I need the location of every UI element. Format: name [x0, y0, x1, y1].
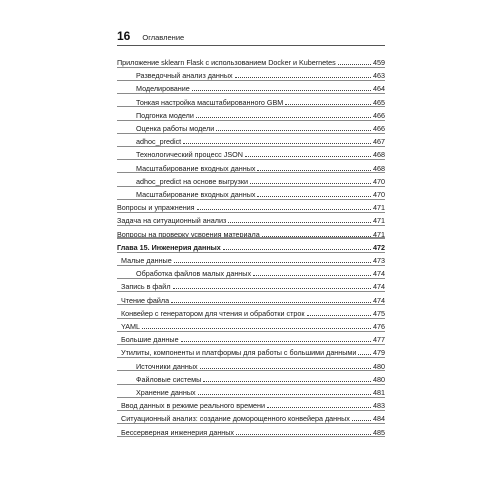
toc-entry: [117, 212, 385, 225]
page-header: [117, 29, 184, 43]
toc-entry-label: Файловые системы: [136, 374, 202, 384]
toc-dot-leader: [197, 209, 371, 210]
toc-entry-label: Чтение файла: [121, 295, 170, 305]
toc-entry: [117, 305, 385, 318]
toc-dot-leader: [352, 420, 371, 421]
page-number: 16: [117, 29, 131, 43]
toc-entry-page: 472: [373, 242, 385, 252]
toc-entry-label: adhoc_predict: [136, 137, 182, 147]
toc-dot-leader: [181, 341, 371, 342]
toc-entry: [117, 146, 385, 159]
toc-entry: [117, 265, 385, 278]
toc-entry-page: 480: [373, 374, 385, 384]
toc-entry-label: Приложение sklearn Flask с использованием Docker и Kubernetes: [117, 58, 336, 67]
toc-entry-label: Хранение данных: [136, 388, 196, 397]
toc-dot-leader: [285, 104, 371, 105]
toc-dot-leader: [216, 130, 371, 131]
toc-dot-leader: [200, 368, 371, 369]
toc-entry: [117, 371, 385, 384]
toc-entry: [117, 186, 385, 199]
toc-entry: [117, 344, 385, 357]
toc-dot-leader: [203, 381, 371, 382]
toc-entry-page: 471: [373, 229, 385, 239]
toc-entry: [117, 54, 385, 67]
toc-entry: [117, 133, 385, 146]
toc-entry-label: Масштабирование входных данных: [136, 163, 256, 173]
toc-entry-label: Тонкая настройка масштабированного GBM: [136, 97, 284, 107]
toc-entry-page: 468: [373, 150, 385, 160]
toc-entry-page: 464: [373, 84, 385, 94]
toc-entry-label: Запись в файл: [121, 282, 171, 292]
toc-entry-page: 484: [373, 414, 385, 424]
toc-entry-label: Ввод данных в режиме реального времени: [121, 401, 266, 411]
toc-entry-page: 467: [373, 137, 385, 147]
toc-separator: [117, 436, 385, 437]
running-title: Оглавление: [142, 33, 185, 42]
toc-dot-leader: [142, 328, 371, 329]
toc-entry-page: 474: [373, 282, 385, 292]
toc-entry-page: 471: [373, 203, 385, 213]
toc-entry-page: 470: [373, 176, 385, 186]
toc-dot-leader: [307, 315, 371, 316]
toc-entry-page: 474: [373, 295, 385, 305]
toc-entry-label: Бессерверная инженерия данных: [121, 427, 235, 437]
toc-entry: [117, 397, 385, 410]
toc-dot-leader: [250, 183, 371, 184]
chapter-separator: [117, 237, 385, 238]
toc-dot-leader: [257, 170, 371, 171]
toc-dot-leader: [183, 143, 371, 144]
toc-entry-label: Разведочный анализ данных: [136, 71, 233, 81]
toc-dot-leader: [228, 222, 371, 223]
toc-entry-page: 474: [373, 269, 385, 279]
toc-entry-label: Утилиты, компоненты и платформы для работы с большими данными: [121, 348, 357, 358]
toc-entry: [117, 199, 385, 212]
toc-dot-leader: [235, 77, 371, 78]
toc-entry-label: Малые данные: [121, 256, 172, 265]
toc-entry: [117, 120, 385, 133]
toc-entry-label: Глава 15. Инженерия данных: [117, 242, 221, 252]
toc-entry-page: 468: [373, 163, 385, 173]
toc-entry-label: Конвейер с генератором для чтения и обработки строк: [121, 308, 305, 318]
toc-entry-label: Технологический процесс JSON: [136, 150, 243, 160]
toc-entry-page: 485: [373, 427, 385, 437]
toc-dot-leader: [171, 302, 371, 303]
toc-entry: [117, 278, 385, 291]
toc-entry-page: 483: [373, 401, 385, 411]
toc-entry-label: Моделирование: [136, 84, 190, 94]
toc-entry-page: 466: [373, 110, 385, 120]
toc-entry-label: adhoc_predict на основе выгрузки: [136, 176, 248, 186]
toc-entry-label: Вопросы и упражнения: [117, 203, 195, 213]
toc-entry: [117, 173, 385, 186]
toc-entry: [117, 107, 385, 120]
toc-dot-leader: [192, 90, 371, 91]
header-rule: [117, 45, 385, 46]
toc-entry-label: Подгонка модели: [136, 110, 194, 120]
toc-entry-label: Масштабирование входных данных: [136, 190, 256, 199]
toc-entry: [117, 318, 385, 331]
toc-chapter-entry: [117, 239, 385, 252]
toc-entry-label: Обработка файлов малых данных: [136, 269, 252, 279]
toc-dot-leader: [267, 407, 371, 408]
toc-entry: [117, 80, 385, 93]
toc-entry-page: 477: [373, 335, 385, 345]
toc-entry-page: 479: [373, 348, 385, 358]
toc-entry: [117, 384, 385, 397]
toc-entry-page: 475: [373, 308, 385, 318]
toc-dot-leader: [257, 196, 371, 197]
toc-entry: [117, 67, 385, 80]
toc-entry-page: 471: [373, 216, 385, 226]
toc-entry: [117, 94, 385, 107]
toc-dot-leader: [198, 394, 371, 395]
toc-entry-label: Вопросы на проверку усвоения материала: [117, 229, 260, 239]
toc-entry-label: YAML: [121, 322, 141, 331]
toc-dot-leader: [173, 288, 371, 289]
toc-dot-leader: [253, 275, 371, 276]
toc-entry-label: Большие данные: [121, 335, 179, 345]
toc-dot-leader: [338, 64, 371, 65]
toc-entry-page: 481: [373, 388, 385, 397]
toc-entry-label: Задача на ситуационный анализ: [117, 216, 227, 226]
toc-entry-page: 466: [373, 124, 385, 133]
toc-entry-label: Оценка работы модели: [136, 124, 215, 133]
toc-entry-page: 470: [373, 190, 385, 199]
toc-entry-page: 480: [373, 361, 385, 371]
toc-entry-label: Источники данных: [136, 361, 198, 371]
toc-dot-leader: [358, 354, 371, 355]
toc-entry: [117, 331, 385, 344]
toc-dot-leader: [174, 262, 371, 263]
toc-entry-page: 459: [373, 58, 385, 67]
toc-entry-page: 463: [373, 71, 385, 81]
toc-entry-page: 476: [373, 322, 385, 331]
toc-entry-page: 473: [373, 256, 385, 265]
toc-entry-page: 465: [373, 97, 385, 107]
toc-entry: [117, 358, 385, 371]
toc-entry: [117, 424, 385, 437]
toc-entry-label: Ситуационный анализ: создание доморощенного конвейера данных: [121, 414, 350, 424]
toc-entry: [117, 292, 385, 305]
toc-entry: [117, 252, 385, 265]
toc-entry: [117, 410, 385, 423]
toc-entry: [117, 160, 385, 173]
toc-dot-leader: [223, 249, 371, 250]
toc-dot-leader: [196, 117, 371, 118]
toc-dot-leader: [236, 434, 371, 435]
toc-dot-leader: [245, 156, 371, 157]
